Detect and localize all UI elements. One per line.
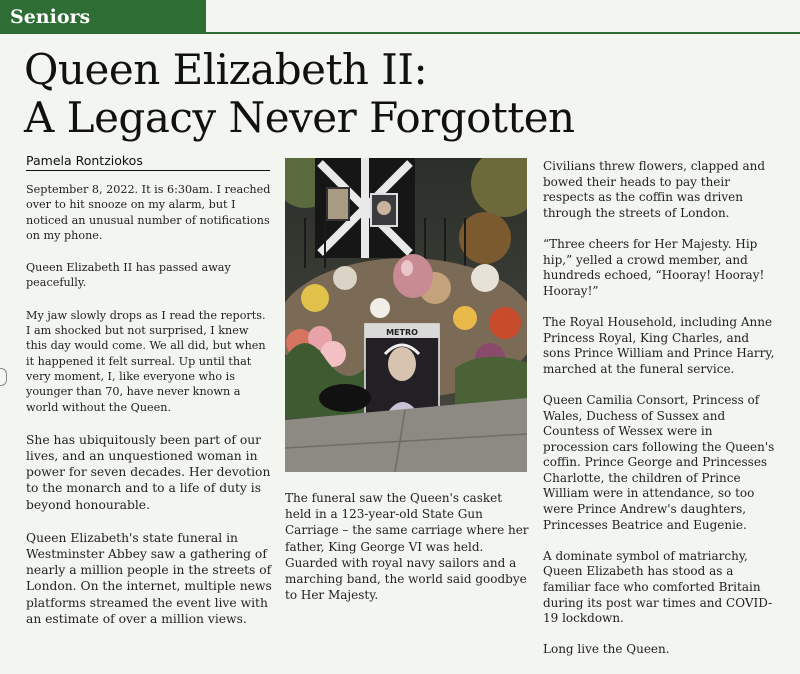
memorial-flowers-photo <box>285 158 527 472</box>
paragraph: A dominate symbol of matriarchy, Queen Elizabeth has stood as a familiar face who comforted Britain during its post war times and COVID-19 lockdown. <box>543 548 773 626</box>
article-column-2 <box>285 490 531 620</box>
page-edge-mark <box>0 368 7 386</box>
paragraph: Long live the Queen. <box>543 642 670 657</box>
paragraph: “Three cheers for Her Majesty. Hip hip,” yelled a crowd member, and hundreds echoed, “Hooray! Hooray! Hooray!” <box>543 236 765 298</box>
header-rule <box>206 32 800 34</box>
paragraph: Queen Elizabeth II has passed away peacefully. <box>26 261 231 290</box>
author-byline: Pamela Rontziokos <box>26 153 270 171</box>
paragraph: She has ubiquitously been part of our lives, and an unquestioned woman in power for seven decades. Her devotion to the monarch and to a life of duty is beyond honourable. <box>26 432 271 512</box>
paragraph: My jaw slowly drops as I read the reports. I am shocked but not surprised, I knew this day would come. We all did, but when it happened it felt surreal. Up until that very moment, I, like everyone who is younger than 70, have never known a world without the Queen. <box>26 308 266 414</box>
title-line-1: Queen Elizabeth II: <box>24 45 428 94</box>
paragraph: Civilians threw flowers, clapped and bowed their heads to pay their respects as the coffin was driven through the streets of London. <box>543 159 766 220</box>
title-line-2: A Legacy Never Forgotten <box>24 93 575 142</box>
paragraph: The Royal Household, including Anne Princess Royal, King Charles, and sons Prince William and Prince Harry, marched at the funeral service. <box>543 314 775 376</box>
article-title <box>24 46 575 142</box>
paragraph: Queen Camilia Consort, Princess of Wales, Duchess of Sussex and Countess of Wessex were in procession cars following the Queen's coffin. Prince George and Princesses Charlotte, the children of Prince William were in attendance, so too were Prince Andrew's daughters, Princesses Beatrice and Eugenie. <box>543 392 775 532</box>
paragraph: Queen Elizabeth's state funeral in Westminster Abbey saw a gathering of nearly a million people in the streets of London. On the internet, multiple news platforms streamed the event live with an estimate of over a million views. <box>26 530 272 626</box>
article-column-3 <box>543 159 775 674</box>
magazine-label: METRO <box>386 328 418 337</box>
paragraph: The funeral saw the Queen's casket held in a 123-year-old State Gun Carriage – the same carriage where her father, King George VI was held. Guarded with royal navy sailors and a marching band, the world said goodbye to Her Majesty. <box>285 491 529 603</box>
paragraph: September 8, 2022. It is 6:30am. I reached over to hit snooze on my alarm, but I noticed an unusual number of notifications on my phone. <box>26 183 271 242</box>
photo-illustration <box>285 158 527 472</box>
section-label: Seniors <box>0 0 206 34</box>
article-column-1 <box>26 182 272 644</box>
